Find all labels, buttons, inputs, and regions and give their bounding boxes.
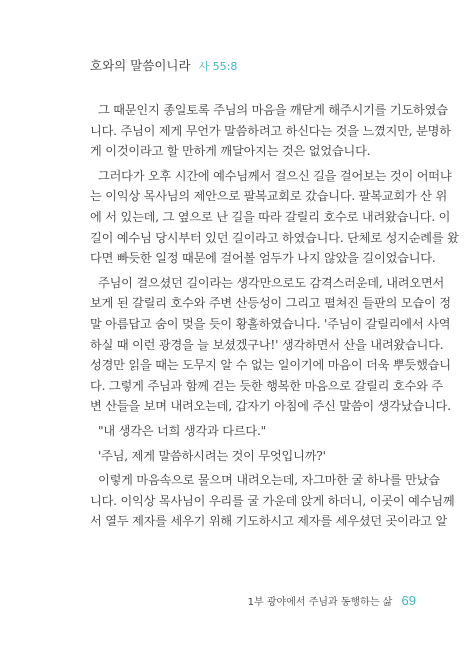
quote-paragraph (90, 421, 418, 442)
paragraph (90, 100, 451, 162)
text-line: 변 산들을 보며 내려오는데, 갑자기 아침에 주신 말씀이 생각났습니다. (90, 399, 451, 414)
quote-paragraph (90, 446, 418, 467)
section-title: 1부 광야에서 주님과 동행하는 삶 (247, 597, 393, 608)
text-line: 주님이 걸으셨던 길이라는 생각만으로도 감격스러운데, 내려오면서 (98, 275, 445, 290)
verse-header (90, 56, 237, 74)
text-line: 길이 예수님 당시부터 있던 길이라고 하였습니다. 단체로 성지순례를 왔 (90, 230, 459, 245)
verse-reference: 사 55:8 (198, 60, 238, 73)
text-line: 그러다가 오후 시간에 예수님께서 걸으신 길을 걸어보는 것이 어떠냐 (98, 168, 452, 183)
paragraph (90, 273, 451, 417)
body-text (90, 100, 459, 536)
paragraph (90, 470, 455, 532)
text-line: 는 이익상 목사님의 제안으로 팔복교회로 갔습니다. 팔복교회가 산 위 (90, 189, 448, 204)
text-line: 이렇게 마음속으로 물으며 내려오는데, 자그마한 굴 하나를 만났습 (98, 473, 440, 488)
text-line: 그 때문인지 종일토록 주님의 마음을 깨닫게 해주시기를 기도하였습 (98, 103, 448, 117)
paragraph (90, 166, 459, 269)
text-line: "내 생각은 너희 생각과 다르다." (98, 423, 267, 438)
text-line: 에 서 있는데, 그 옆으로 난 길을 따라 갈릴리 호수로 내려왔습니다. 이 (90, 209, 451, 224)
page-number: 69 (401, 593, 416, 608)
text-line: 다. 그렇게 주님과 함께 걷는 듯한 행복한 마음으로 갈릴리 호수와 주 (90, 378, 443, 393)
text-line: 하실 때 이런 광경을 늘 보셨겠구나!' 생각하면서 산을 내려왔습니다. (90, 337, 444, 352)
text-line: 니다. 이익상 목사님이 우리를 굴 가운데 앉게 하더니, 이곳이 예수님께 (90, 493, 455, 508)
text-line: 말 아름답고 숨이 멎을 듯이 황홀하였습니다. '주님이 갈릴리에서 사역 (90, 316, 451, 331)
page-footer (248, 593, 416, 608)
text-line: 서 열두 제자를 세우기 위해 기도하시고 제자를 세우셨던 곳이라고 알 (90, 514, 448, 529)
text-line: 성경만 읽을 때는 도무지 알 수 없는 일이기에 마음이 더욱 뿌듯했습니 (90, 358, 451, 373)
verse-text: 호와의 말씀이니라 (90, 58, 191, 73)
text-line: 보게 된 갈릴리 호수와 주변 산등성이 그리고 펼쳐진 들판의 모습이 정 (90, 296, 451, 311)
text-line: '주님, 제게 말씀하시려는 것이 무엇입니까?' (98, 448, 326, 463)
text-line: 니다. 주님이 제게 무언가 말씀하려고 하신다는 것을 느꼈지만, 분명하 (90, 123, 451, 138)
text-line: 다면 빠듯한 일정 때문에 걸어볼 엄두가 나지 않았을 길이었습니다. (90, 251, 436, 266)
text-line: 게 이것이라고 할 만하게 깨달아지는 것은 없었습니다. (90, 144, 371, 159)
